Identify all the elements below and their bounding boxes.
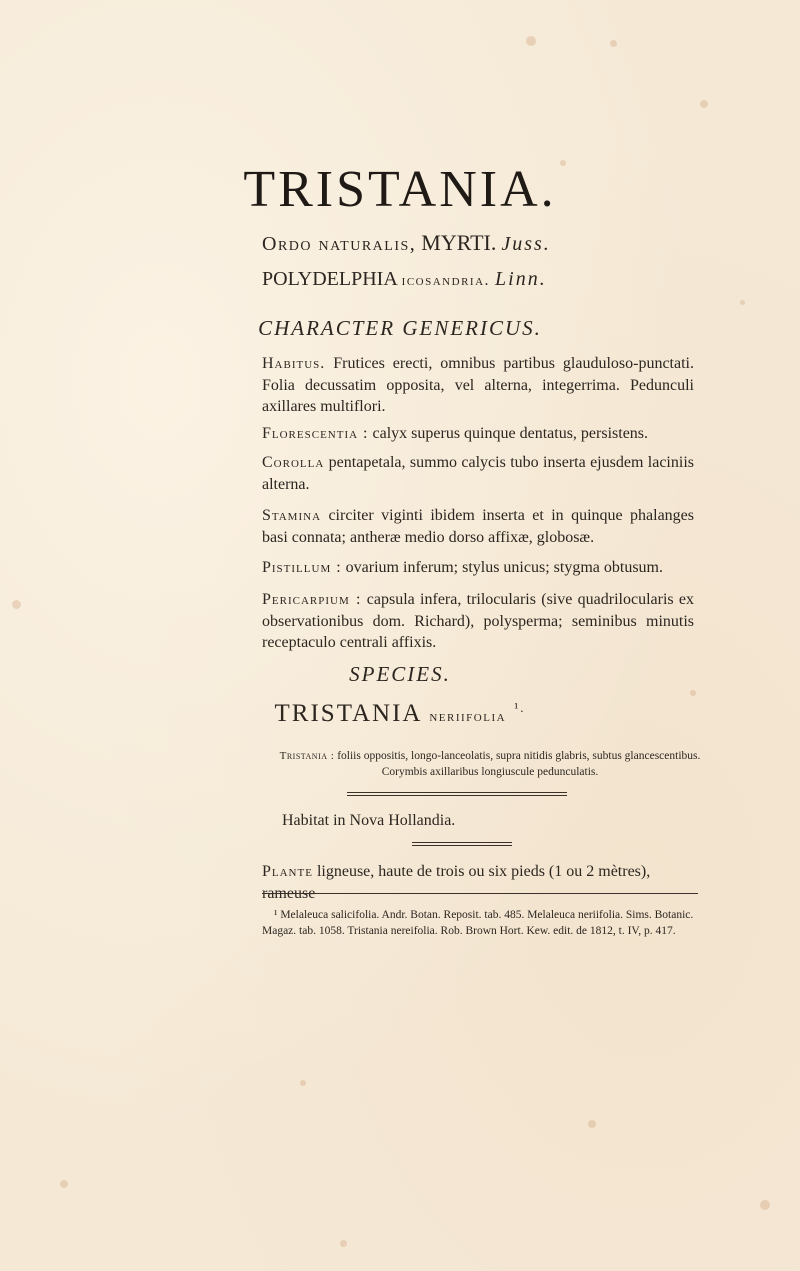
section-head: Pericarpium : — [262, 591, 362, 608]
species-heading: SPECIES. — [349, 662, 451, 686]
classis-author: Linn. — [495, 268, 547, 290]
section-stamina — [262, 505, 694, 548]
diagnosis-head: Tristania : — [279, 750, 335, 762]
section-head: Corolla — [262, 454, 325, 471]
foxing-spot — [300, 1080, 306, 1086]
section-head: Habitus. — [262, 355, 326, 372]
foxing-spot — [12, 600, 21, 609]
species-name-line — [0, 700, 800, 728]
foxing-spot — [526, 36, 536, 46]
divider — [347, 792, 567, 796]
diagnosis-text-1: foliis oppositis, longo-lanceolatis, supra nitidis glabris, subtus glancescentibus. — [337, 750, 701, 762]
section-text: calyx superus quinque dentatus, persistens. — [372, 425, 649, 442]
classis-sub: icosandria. — [401, 272, 491, 289]
section-florescentia — [262, 423, 694, 445]
section-head: Stamina — [262, 507, 322, 524]
section-head: Florescentia : — [262, 425, 369, 442]
footnote-text-1: Melaleuca salicifolia. Andr. Botan. Reposit. tab. 485. Melaleuca neriifolia. Sims. Botanic. — [280, 909, 694, 921]
classis-name: POLYDELPHIA — [262, 268, 397, 290]
divider — [412, 842, 512, 846]
section-habitus — [262, 353, 694, 418]
section-text: circiter viginti ibidem inserta et in quinque phalanges basi connata; antheræ medio dorso affixæ, globosæ. — [262, 507, 695, 546]
plante-text: ligneuse, haute de trois ou six pieds (1 ou 2 mètres), rameuse — [262, 863, 651, 902]
foxing-spot — [610, 40, 617, 47]
ordo-author: Juss. — [501, 233, 551, 255]
diagnosis-text-2: Corymbis axillaribus longiuscule pedunculatis. — [381, 766, 599, 778]
foxing-spot — [700, 100, 708, 108]
character-heading: CHARACTER GENERICUS. — [258, 316, 542, 340]
species-diagnosis — [270, 748, 710, 780]
foxing-spot — [588, 1120, 596, 1128]
ordo-name: MYRTI. — [421, 230, 497, 255]
foxing-spot — [760, 1200, 770, 1210]
classis-line — [262, 268, 547, 291]
habitat-text: Habitat in Nova Hollandia. — [282, 812, 456, 829]
foxing-spot — [60, 1180, 68, 1188]
section-corolla — [262, 452, 694, 495]
page-title: TRISTANIA. — [243, 161, 557, 218]
plante-head: Plante — [262, 863, 313, 880]
ordo-label: Ordo naturalis, — [262, 233, 417, 255]
section-head: Pistillum : — [262, 559, 342, 576]
section-text: capsula infera, trilocularis (sive quadrilocularis ex observationibus dom. Richard), polysperma; seminibus minutis receptaculo centrali affixis. — [262, 591, 695, 651]
ordo-line — [262, 230, 551, 256]
foxing-spot — [740, 300, 745, 305]
section-text: Frutices erecti, omnibus partibus glauduloso-punctati. Folia decussatim opposita, vel alterna, integerrima. Pedunculi axillares multiflori. — [262, 355, 694, 415]
species-genus: TRISTANIA — [274, 700, 422, 727]
diagnosis-line-1 — [270, 748, 710, 764]
section-text: ovarium inferum; stylus unicus; stygma obtusum. — [345, 559, 663, 576]
foxing-spot — [340, 1240, 347, 1247]
footnote-text-2: Magaz. tab. 1058. Tristania nereifolia. Rob. Brown Hort. Kew. edit. de 1812, t. IV, p. 417. — [262, 925, 676, 937]
section-pistillum — [262, 557, 694, 579]
footnote-mark: ¹ — [274, 909, 278, 921]
footnote-mark: ¹. — [514, 700, 526, 715]
section-text: pentapetala, summo calycis tubo inserta ejusdem laciniis alterna. — [262, 454, 694, 493]
footnote-rule — [262, 893, 698, 894]
species-epithet: neriifolia — [429, 709, 507, 725]
section-pericarpium — [262, 589, 694, 654]
footnote-line-1 — [262, 907, 698, 923]
foxing-spot — [690, 690, 696, 696]
plante-line — [262, 861, 698, 904]
footnote — [262, 907, 698, 939]
